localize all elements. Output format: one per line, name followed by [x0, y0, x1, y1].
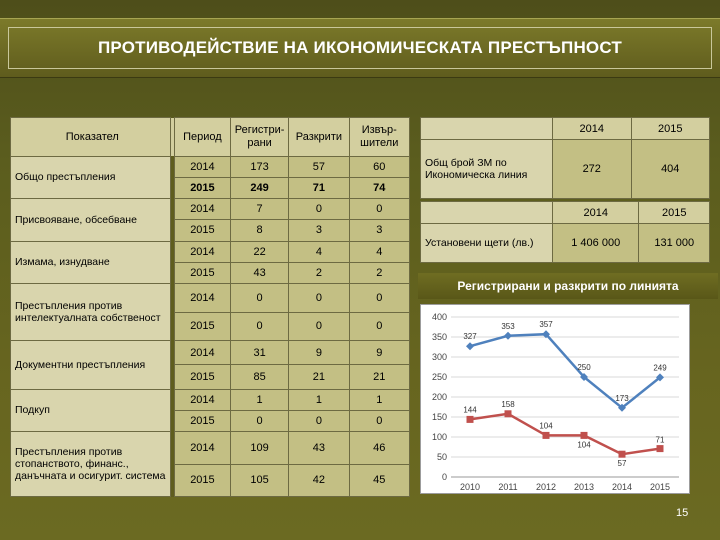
- y-tick-label: 250: [431, 372, 447, 382]
- perpetrators-cell: 4: [349, 241, 409, 262]
- solved-cell: 1: [289, 389, 349, 410]
- registered-cell: 0: [230, 312, 288, 340]
- registered-cell: 0: [230, 410, 288, 431]
- registered-cell: 109: [230, 432, 288, 464]
- table-header-row: [11, 118, 410, 157]
- data-point: [466, 342, 474, 350]
- employees-value-2014: 272: [553, 140, 632, 199]
- series-line-1: [470, 414, 660, 454]
- perpetrators-cell: 3: [349, 220, 409, 241]
- perpetrators-cell: 9: [349, 340, 409, 364]
- y-tick-label: 350: [431, 332, 447, 342]
- year-cell: 2014: [174, 340, 230, 364]
- registered-cell: 249: [230, 177, 288, 198]
- data-point: [581, 432, 588, 439]
- solved-cell: 71: [289, 177, 349, 198]
- line-chart: [420, 304, 690, 494]
- perpetrators-cell: 21: [349, 365, 409, 389]
- data-point: [505, 410, 512, 417]
- data-label: 57: [617, 459, 627, 469]
- data-point: [467, 416, 474, 423]
- x-tick-label: 2011: [498, 482, 518, 492]
- year-cell: 2015: [174, 177, 230, 198]
- registered-cell: 22: [230, 241, 288, 262]
- year-cell: 2014: [174, 284, 230, 312]
- solved-cell: 0: [289, 199, 349, 220]
- registered-cell: 85: [230, 365, 288, 389]
- header-period: Период: [174, 118, 230, 157]
- registered-cell: 173: [230, 156, 288, 177]
- y-tick-label: 400: [431, 312, 447, 322]
- y-tick-label: 150: [431, 412, 447, 422]
- perpetrators-cell: 1: [349, 389, 409, 410]
- damages-value-2015: 131 000: [639, 224, 710, 263]
- crime-stats-table: [10, 117, 410, 497]
- damages-year-2014: 2014: [553, 202, 639, 224]
- y-tick-label: 50: [436, 452, 447, 462]
- data-point: [504, 332, 512, 340]
- header-registered-line1: Регистри-: [234, 123, 285, 136]
- x-tick-label: 2013: [573, 482, 595, 492]
- data-label: 250: [577, 363, 591, 372]
- year-cell: 2015: [174, 464, 230, 496]
- y-tick-label: 200: [431, 392, 447, 402]
- solved-cell: 0: [289, 410, 349, 431]
- employees-value-2015: 404: [631, 140, 710, 199]
- x-tick-label: 2012: [535, 482, 557, 492]
- page-number: 15: [676, 507, 689, 519]
- year-cell: 2015: [174, 220, 230, 241]
- data-point: [619, 451, 626, 458]
- registered-cell: 8: [230, 220, 288, 241]
- registered-cell: 7: [230, 199, 288, 220]
- registered-cell: 43: [230, 262, 288, 283]
- damages-value-2014: 1 406 000: [553, 224, 639, 263]
- registered-cell: 0: [230, 284, 288, 312]
- indicator-cell: Престъпления против интелектуалната собственост: [11, 284, 171, 341]
- table-row: [11, 389, 410, 410]
- table-row: [11, 340, 410, 364]
- year-cell: 2014: [174, 156, 230, 177]
- x-tick-label: 2010: [459, 482, 481, 492]
- data-label: 104: [539, 421, 553, 431]
- line-chart-svg: [421, 305, 691, 495]
- registered-cell: 1: [230, 389, 288, 410]
- year-cell: 2015: [174, 410, 230, 431]
- indicator-cell: Присвояване, обсебване: [11, 199, 171, 242]
- data-label: 357: [539, 320, 553, 330]
- year-cell: 2015: [174, 312, 230, 340]
- perpetrators-cell: 0: [349, 312, 409, 340]
- data-label: 144: [463, 405, 477, 415]
- perpetrators-cell: 60: [349, 156, 409, 177]
- year-cell: 2015: [174, 262, 230, 283]
- solved-cell: 0: [289, 312, 349, 340]
- employees-year-2014: 2014: [553, 118, 632, 140]
- header-indicator: Показател: [11, 118, 171, 157]
- x-tick-label: 2014: [611, 482, 633, 492]
- solved-cell: 0: [289, 284, 349, 312]
- table-row: [11, 199, 410, 220]
- year-cell: 2014: [174, 199, 230, 220]
- indicator-cell: Общо престъпления: [11, 156, 171, 199]
- header-perpetrators: [349, 118, 409, 157]
- employees-table: [420, 117, 710, 199]
- y-tick-label: 0: [441, 472, 447, 482]
- x-tick-label: 2015: [649, 482, 671, 492]
- page-title: ПРОТИВОДЕЙСТВИЕ НА ИКОНОМИЧЕСКАТА ПРЕСТЪПНОСТ: [97, 38, 622, 57]
- chart-caption: Регистрирани и разкрити по линията: [418, 273, 718, 299]
- damages-table: [420, 201, 710, 263]
- data-label: 249: [653, 363, 667, 373]
- table-row: [11, 284, 410, 312]
- registered-cell: 105: [230, 464, 288, 496]
- solved-cell: 4: [289, 241, 349, 262]
- table-row: [11, 432, 410, 464]
- perpetrators-cell: 46: [349, 432, 409, 464]
- indicator-cell: Престъпления против стопанството, финанс., данъчната и осигурит. система: [11, 432, 171, 497]
- solved-cell: 57: [289, 156, 349, 177]
- header-registered-line2: рани: [247, 136, 272, 149]
- indicator-cell: Измама, изнудване: [11, 241, 171, 284]
- data-label: 71: [655, 435, 665, 445]
- data-label: 104: [577, 440, 591, 450]
- damages-label: Установени щети (лв.): [421, 224, 553, 263]
- y-tick-label: 100: [431, 432, 447, 442]
- header-perpetrators-line2: шители: [360, 136, 399, 149]
- data-label: 158: [501, 399, 515, 409]
- solved-cell: 2: [289, 262, 349, 283]
- header-solved: Разкрити: [289, 118, 349, 157]
- table-row: [11, 241, 410, 262]
- perpetrators-cell: 0: [349, 199, 409, 220]
- year-cell: 2015: [174, 365, 230, 389]
- year-cell: 2014: [174, 389, 230, 410]
- solved-cell: 42: [289, 464, 349, 496]
- data-label: 327: [463, 332, 477, 342]
- data-point: [657, 445, 664, 452]
- y-tick-label: 300: [431, 352, 447, 362]
- perpetrators-cell: 45: [349, 464, 409, 496]
- perpetrators-cell: 74: [349, 177, 409, 198]
- indicator-cell: Документни престъпления: [11, 340, 171, 389]
- solved-cell: 3: [289, 220, 349, 241]
- solved-cell: 9: [289, 340, 349, 364]
- registered-cell: 31: [230, 340, 288, 364]
- damages-year-2015: 2015: [639, 202, 710, 224]
- data-point: [543, 432, 550, 439]
- data-label: 353: [501, 321, 515, 331]
- header-registered: [230, 118, 288, 157]
- solved-cell: 21: [289, 365, 349, 389]
- employees-year-2015: 2015: [631, 118, 710, 140]
- employees-label: Общ брой ЗМ по Икономическа линия: [421, 140, 553, 199]
- table-row: [11, 156, 410, 177]
- year-cell: 2014: [174, 432, 230, 464]
- data-label: 173: [615, 393, 629, 403]
- perpetrators-cell: 0: [349, 284, 409, 312]
- solved-cell: 43: [289, 432, 349, 464]
- year-cell: 2014: [174, 241, 230, 262]
- header-perpetrators-line1: Извър-: [361, 123, 397, 136]
- perpetrators-cell: 2: [349, 262, 409, 283]
- perpetrators-cell: 0: [349, 410, 409, 431]
- indicator-cell: Подкуп: [11, 389, 171, 432]
